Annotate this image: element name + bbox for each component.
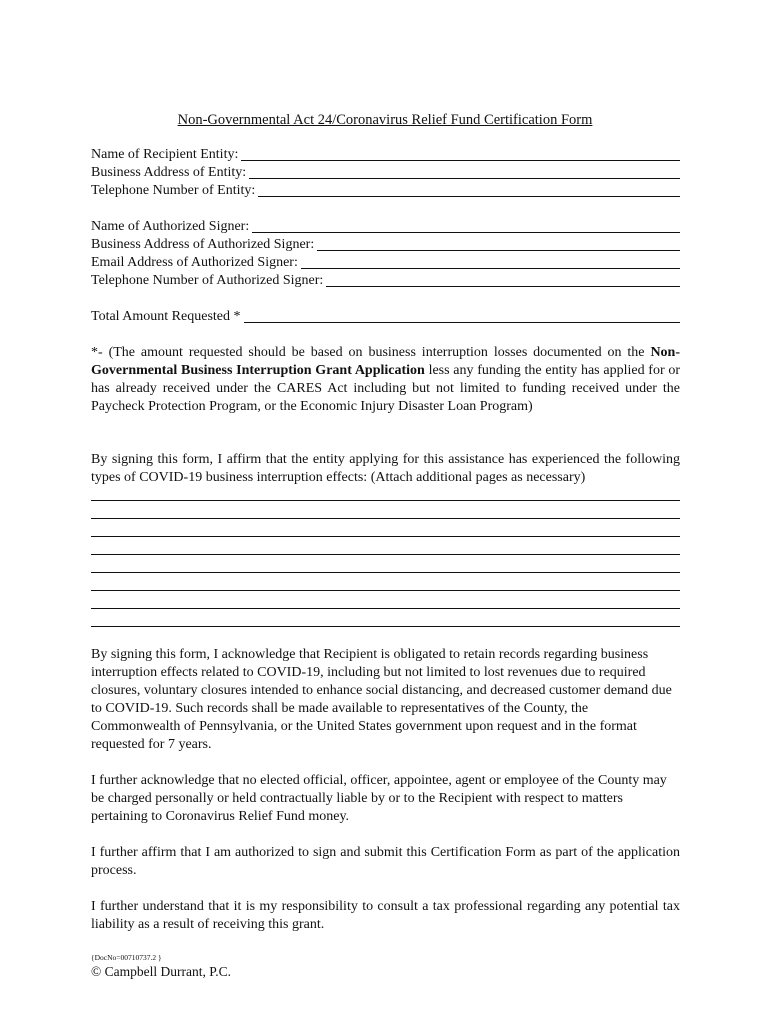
note-prefix: *- (The amount requested should be based on business interruption losses documented on the xyxy=(91,345,651,360)
signer-email-blank[interactable] xyxy=(301,254,680,269)
signer-name-field xyxy=(91,218,680,236)
entity-telephone-blank[interactable] xyxy=(258,182,680,197)
effects-blank-line[interactable] xyxy=(91,608,680,609)
note-suffix: less any funding the entity has applied for or has already received under the CARES Act including but not limited to funding received under the Paycheck Protection Program, or the Economic Injury Disaster Loan Program) xyxy=(91,363,681,414)
entity-business-address-field xyxy=(91,164,680,182)
form-title: Non-Governmental Act 24/Coronavirus Relief Fund Certification Form xyxy=(177,112,593,128)
acknowledge-liability-paragraph: I further acknowledge that no elected official, officer, appointee, agent or employee of the County may be charged personally or held contractually liable by or to the Recipient with respect to matters pertaining to Coronavirus Relief Fund money. xyxy=(91,773,667,824)
field-label: Name of Recipient Entity: xyxy=(91,147,239,162)
affirm-authorized-paragraph: I further affirm that I am authorized to sign and submit this Certification Form as part of the application process. xyxy=(91,845,680,878)
field-label: Telephone Number of Entity: xyxy=(91,183,256,198)
field-label: Telephone Number of Authorized Signer: xyxy=(91,273,324,288)
signer-telephone-field xyxy=(91,272,680,290)
field-label: Name of Authorized Signer: xyxy=(91,219,250,234)
acknowledge-records-paragraph: By signing this form, I acknowledge that Recipient is obligated to retain records regarding business interruption effects related to COVID-19, including but not limited to lost revenues due to required closures, voluntary closures intended to enhance social distancing, and decreased customer demand due to COVID-19. Such records shall be made available to representatives of the County, the Commonwealth of Pennsylvania, or the United States government upon request and in the format requested for 7 years. xyxy=(91,647,672,752)
effects-blank-line[interactable] xyxy=(91,536,680,537)
effects-blank-line[interactable] xyxy=(91,626,680,627)
recipient-entity-name-field xyxy=(91,146,680,164)
affirm-effects-paragraph: By signing this form, I affirm that the entity applying for this assistance has experienced the following types of COVID-19 business interruption effects: (Attach additional pages as necessary) xyxy=(91,452,680,485)
field-label: Business Address of Authorized Signer: xyxy=(91,237,315,252)
field-label: Email Address of Authorized Signer: xyxy=(91,255,298,270)
entity-business-address-blank[interactable] xyxy=(249,164,680,179)
signer-business-address-field xyxy=(91,236,680,254)
document-number: {DocNo=00710737.2 } xyxy=(91,953,162,962)
signer-name-blank[interactable] xyxy=(252,218,680,233)
signer-email-field xyxy=(91,254,680,272)
effects-blank-line[interactable] xyxy=(91,554,680,555)
field-label: Total Amount Requested * xyxy=(91,309,241,324)
signer-business-address-blank[interactable] xyxy=(317,236,680,251)
effects-blank-line[interactable] xyxy=(91,572,680,573)
amount-note xyxy=(91,344,680,416)
effects-blank-line[interactable] xyxy=(91,590,680,591)
total-amount-blank[interactable] xyxy=(244,308,680,323)
entity-telephone-field xyxy=(91,182,680,200)
field-label: Business Address of Entity: xyxy=(91,165,247,180)
effects-blank-line[interactable] xyxy=(91,518,680,519)
recipient-entity-name-blank[interactable] xyxy=(241,146,680,161)
understand-tax-paragraph: I further understand that it is my responsibility to consult a tax professional regarding any potential tax liability as a result of receiving this grant. xyxy=(91,899,680,932)
effects-blank-line[interactable] xyxy=(91,500,680,501)
note-application-name: Non-Governmental Business Interruption Grant Application xyxy=(91,345,680,378)
signer-telephone-blank[interactable] xyxy=(326,272,680,287)
total-amount-field xyxy=(91,308,680,326)
copyright-notice: © Campbell Durrant, P.C. xyxy=(91,964,231,979)
